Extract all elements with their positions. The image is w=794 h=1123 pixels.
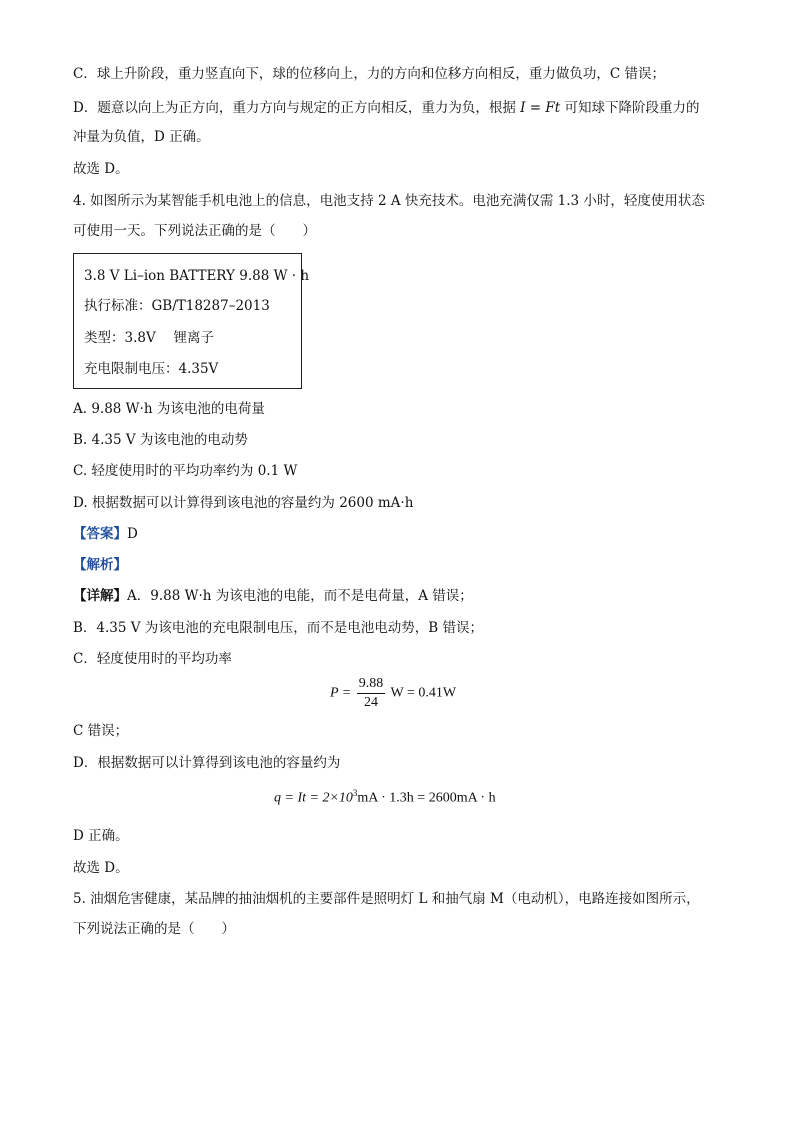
q5-stem-line2: 下列说法正确的是（ ） — [73, 921, 235, 937]
battery-spec-line: 3.8 V Li–ion BATTERY 9.88 W · h — [84, 268, 310, 284]
detail-d-line: D．根据数据可以计算得到该电池的容量约为 — [73, 755, 341, 771]
detail-label: 【详解】 — [73, 588, 127, 604]
detail-a-text: A．9.88 W·h 为该电池的电能，而不是电荷量，A 错误； — [127, 588, 473, 604]
q4-option-a: A. 9.88 W·h 为该电池的电荷量 — [73, 401, 265, 417]
detail-c-line: C．轻度使用时的平均功率 — [73, 651, 232, 667]
q4-option-b: B. 4.35 V 为该电池的电动势 — [73, 432, 248, 448]
power-formula-rhs: W = 0.41W — [390, 685, 457, 701]
prev-option-d-analysis — [73, 98, 699, 118]
capacity-formula — [274, 788, 496, 807]
prev-option-d-text2: 可知球下降阶段重力的 — [564, 100, 700, 116]
battery-voltage-limit-line: 充电限制电压：4.35V — [84, 361, 219, 377]
battery-info-label — [73, 253, 310, 389]
c-wrong-line: C 错误； — [73, 723, 129, 739]
detail-b-line: B．4.35 V 为该电池的充电限制电压，而不是电池电动势，B 错误； — [73, 620, 484, 636]
power-fraction-numerator: 9.88 — [357, 675, 386, 694]
prev-conclusion: 故选 D。 — [73, 161, 129, 177]
q4-option-d: D. 根据数据可以计算得到该电池的容量约为 2600 mA·h — [73, 495, 414, 511]
answer-value: D — [127, 526, 138, 542]
prev-option-d-analysis-cont: 冲量为负值，D 正确。 — [73, 129, 210, 145]
capacity-formula-exponent: 3 — [352, 788, 358, 798]
power-formula — [330, 675, 456, 712]
power-fraction — [357, 675, 386, 712]
q5-stem-line1: 5. 油烟危害健康，某品牌的抽油烟机的主要部件是照明灯 L 和抽气扇 M（电动机），电路连接如图所示， — [73, 891, 700, 907]
q4-stem-line1: 4. 如图所示为某智能手机电池上的信息，电池支持 2 A 快充技术。电池充满仅需 1.3 小时，轻度使用状态 — [73, 193, 705, 209]
power-formula-lhs: P = — [330, 685, 352, 701]
capacity-formula-rhs: mA · 1.3h = 2600mA · h — [357, 790, 496, 806]
d-correct-line: D 正确。 — [73, 828, 129, 844]
answer-label: 【答案】 — [73, 526, 127, 542]
analysis-line — [73, 555, 127, 575]
detail-a-line — [73, 586, 473, 606]
analysis-label: 【解析】 — [73, 557, 127, 573]
q4-conclusion: 故选 D。 — [73, 860, 129, 876]
prev-option-c-analysis: C．球上升阶段，重力竖直向下，球的位移向上，力的方向和位移方向相反，重力做负功，C 错误； — [73, 66, 665, 82]
q4-option-c: C. 轻度使用时的平均功率约为 0.1 W — [73, 463, 298, 479]
capacity-formula-lhs: q = It = 2×10 — [274, 790, 353, 806]
answer-line — [73, 524, 138, 544]
q4-stem-line2: 可使用一天。下列说法正确的是（ ） — [73, 223, 316, 239]
battery-standard-line: 执行标准：GB/T18287–2013 — [84, 298, 270, 314]
power-fraction-denominator: 24 — [364, 695, 378, 710]
prev-option-d-text1: D．题意以向上为正方向，重力方向与规定的正方向相反，重力为负，根据 — [73, 100, 516, 116]
battery-type-line: 类型：3.8V 锂离子 — [84, 330, 215, 346]
impulse-formula: I = Ft — [520, 100, 561, 116]
